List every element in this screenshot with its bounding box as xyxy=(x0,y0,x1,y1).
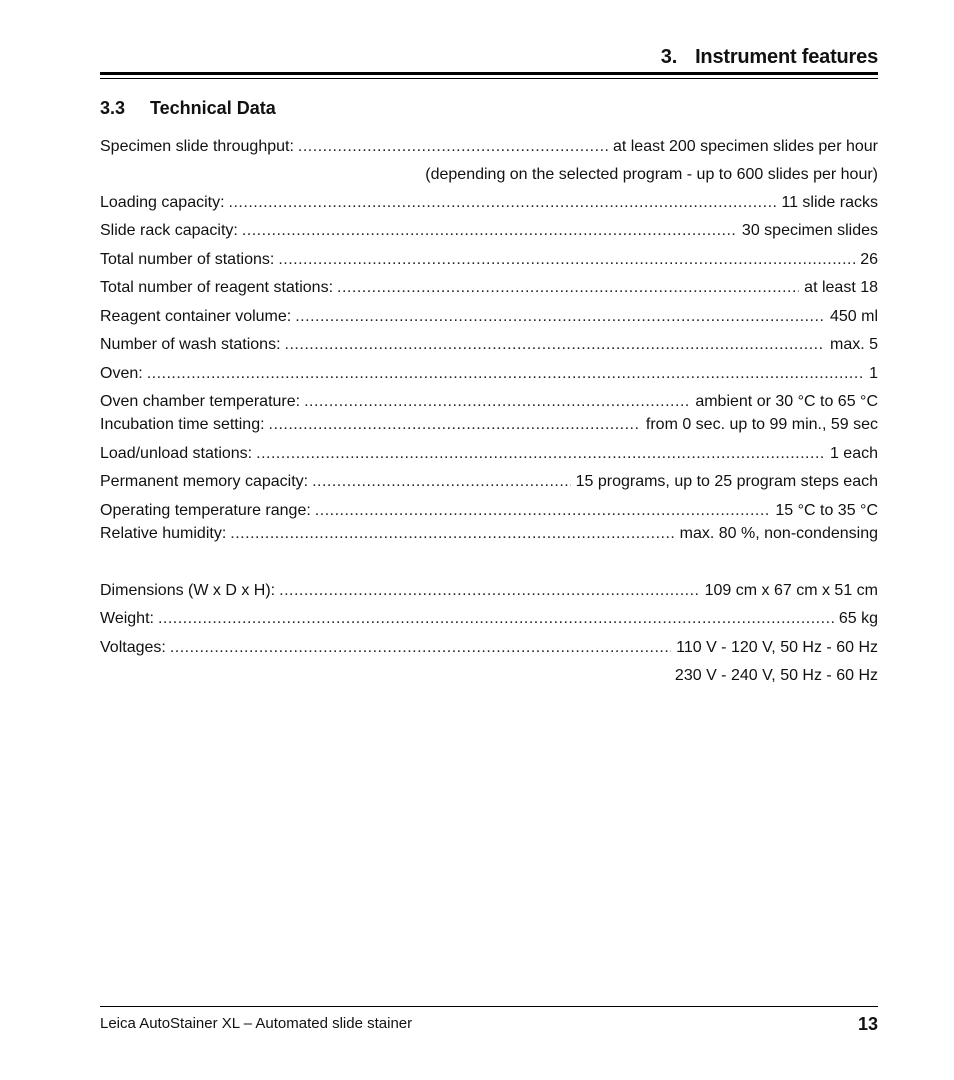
spec-row-wash-stations xyxy=(100,334,878,356)
leader-dots xyxy=(315,500,771,522)
spec-value: at least 200 specimen slides per hour xyxy=(612,138,878,155)
spec-label: Slide rack capacity: xyxy=(100,222,238,239)
section-heading xyxy=(100,98,276,119)
leader-dots xyxy=(279,580,699,602)
spec-label: Weight: xyxy=(100,610,154,627)
leader-dots xyxy=(337,277,799,299)
leader-dots xyxy=(230,523,674,545)
spec-label: Specimen slide throughput: xyxy=(100,138,294,155)
spec-label: Operating temperature range: xyxy=(100,502,311,519)
chapter-title: Instrument features xyxy=(695,46,878,68)
spec-value: 450 ml xyxy=(829,308,878,325)
spec-row-incubation-time xyxy=(100,414,878,436)
spec-row-memory-capacity xyxy=(100,471,878,493)
leader-dots xyxy=(170,637,671,659)
leader-dots xyxy=(298,136,608,158)
leader-dots xyxy=(304,391,690,413)
spec-value: ambient or 30 °C to 65 °C xyxy=(695,393,878,410)
spec-row-loading-capacity xyxy=(100,192,878,214)
spec-label: Load/unload stations: xyxy=(100,445,253,462)
spec-value: 65 kg xyxy=(838,610,878,627)
spec-label: Relative humidity: xyxy=(100,525,227,542)
spec-label: Incubation time setting: xyxy=(100,416,265,433)
spec-value: 11 slide racks xyxy=(781,194,878,211)
spec-value: 1 xyxy=(869,365,878,382)
spec-value: 15 °C to 35 °C xyxy=(775,502,878,519)
spec-row-reagent-stations xyxy=(100,277,878,299)
header-rule-thin xyxy=(100,78,878,79)
spec-value: 15 programs, up to 25 program steps each xyxy=(575,473,878,490)
footer-product: Leica AutoStainer XL – Automated slide stainer xyxy=(100,1015,413,1032)
spec-label: Total number of stations: xyxy=(100,251,275,268)
spec-value: from 0 sec. up to 99 min., 59 sec xyxy=(645,416,878,433)
spec-row-relative-humidity xyxy=(100,523,878,545)
spec-value: at least 18 xyxy=(804,279,878,296)
spec-row-slide-rack-capacity xyxy=(100,220,878,242)
spec-row-reagent-volume xyxy=(100,306,878,328)
spec-label: Loading capacity: xyxy=(100,194,225,211)
page-number: 13 xyxy=(857,1014,878,1034)
spec-label: Oven: xyxy=(100,365,143,382)
spec-value: 1 each xyxy=(829,445,878,462)
spec-value: 110 V - 120 V, 50 Hz - 60 Hz xyxy=(676,639,878,656)
spec-row-weight xyxy=(100,608,878,630)
chapter-number: 3. xyxy=(660,46,678,68)
leader-dots xyxy=(256,443,825,465)
chapter-heading xyxy=(661,46,878,69)
spec-row-oven-temperature xyxy=(100,391,878,413)
spec-voltages-continued: 230 V - 240 V, 50 Hz - 60 Hz xyxy=(674,667,878,684)
leader-dots xyxy=(295,306,825,328)
spec-row-load-unload xyxy=(100,443,878,465)
spec-value: 109 cm x 67 cm x 51 cm xyxy=(704,582,878,599)
spec-label: Total number of reagent stations: xyxy=(100,279,334,296)
spec-label: Dimensions (W x D x H): xyxy=(100,582,276,599)
spec-row-dimensions xyxy=(100,580,878,602)
spec-value: 26 xyxy=(860,251,878,268)
leader-dots xyxy=(312,471,571,493)
leader-dots xyxy=(158,608,834,630)
leader-dots xyxy=(269,414,641,436)
spec-label: Permanent memory capacity: xyxy=(100,473,309,490)
spec-label: Oven chamber temperature: xyxy=(100,393,301,410)
footer-rule xyxy=(100,1006,878,1007)
leader-dots xyxy=(242,220,737,242)
spec-row-voltages xyxy=(100,637,878,659)
header-rule-thick xyxy=(100,72,878,75)
spec-label: Reagent container volume: xyxy=(100,308,292,325)
leader-dots xyxy=(147,363,864,385)
spec-throughput-note: (depending on the selected program - up to 600 slides per hour) xyxy=(425,166,878,183)
leader-dots xyxy=(285,334,825,356)
section-number: 3.3 xyxy=(100,98,126,118)
spec-label: Number of wash stations: xyxy=(100,336,281,353)
spec-row-throughput xyxy=(100,136,878,158)
spec-row-operating-temperature xyxy=(100,500,878,522)
section-title: Technical Data xyxy=(150,98,276,118)
spec-value: max. 80 %, non-condensing xyxy=(679,525,878,542)
spec-row-oven xyxy=(100,363,878,385)
spec-value: 30 specimen slides xyxy=(741,222,878,239)
leader-dots xyxy=(278,249,855,271)
leader-dots xyxy=(229,192,777,214)
spec-row-total-stations xyxy=(100,249,878,271)
spec-label: Voltages: xyxy=(100,639,166,656)
spec-value: max. 5 xyxy=(829,336,878,353)
